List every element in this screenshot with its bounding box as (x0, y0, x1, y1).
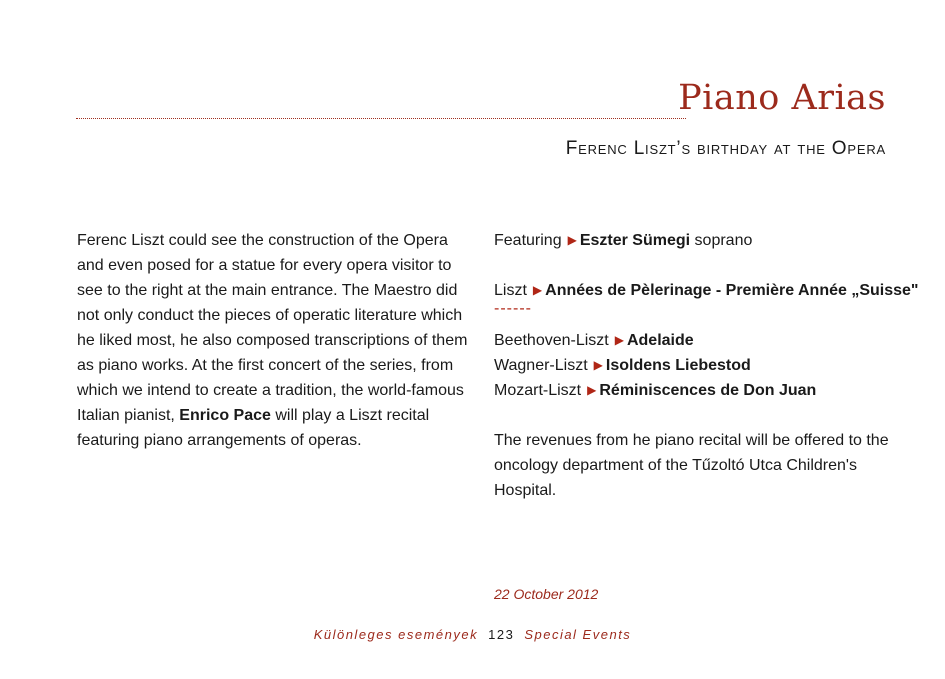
charity-note: The revenues from he piano recital will be offered to the oncology department of the Tűzoltó Utca Children's Hospital. (494, 432, 889, 499)
triangle-icon: ▶ (567, 233, 577, 247)
intro-paragraph (77, 228, 472, 453)
footer-section-hu: Különleges események (313, 627, 479, 642)
program-column (494, 228, 919, 503)
page-subtitle: Ferenc Liszt’s birthday at the Opera (565, 138, 886, 159)
program-item (494, 353, 894, 378)
composer: Liszt (494, 282, 527, 299)
page-footer (0, 627, 945, 642)
featuring-line (494, 228, 894, 253)
triangle-icon: ▶ (614, 333, 624, 347)
performer-name: Enrico Pace (179, 407, 271, 424)
program-item-main (494, 278, 919, 303)
composer: Beethoven-Liszt (494, 332, 609, 349)
program-item (494, 378, 894, 403)
intro-text-end: will play a Liszt recital featuring piano arrangements of operas. (77, 407, 430, 449)
event-date: 22 October 2012 (494, 586, 599, 602)
footer-section-en: Special Events (524, 627, 632, 642)
page-header (76, 78, 886, 126)
piece-title: Réminiscences de Don Juan (599, 382, 817, 399)
triangle-icon: ▶ (532, 283, 543, 297)
composer: Wagner-Liszt (494, 357, 588, 374)
dotted-rule (76, 118, 686, 119)
separator: ------ (494, 300, 532, 317)
piece-title: Années de Pèlerinage - Première Année „Suisse" (545, 282, 919, 299)
composer: Mozart-Liszt (494, 382, 582, 399)
page-number: 123 (488, 627, 515, 642)
page-title: Piano Arias (678, 78, 886, 118)
triangle-icon: ▶ (587, 383, 597, 397)
program-item (494, 328, 894, 353)
piece-title: Adelaide (626, 332, 694, 349)
soloist-name: Eszter Sümegi (579, 232, 691, 249)
triangle-icon: ▶ (593, 358, 603, 372)
piece-title: Isoldens Liebestod (605, 357, 751, 374)
featuring-label: Featuring (494, 232, 562, 249)
intro-text: Ferenc Liszt could see the construction of the Opera and even posed for a statue for every opera visitor to see to the right at the main entrance. The Maestro did not only conduct the pieces of operatic literature which he liked most, he also composed transcriptions of them as piano works. At the first concert of the series, from which we intend to create a tradition, the world-famous Italian pianist, (77, 232, 468, 424)
soloist-role: soprano (694, 232, 753, 249)
